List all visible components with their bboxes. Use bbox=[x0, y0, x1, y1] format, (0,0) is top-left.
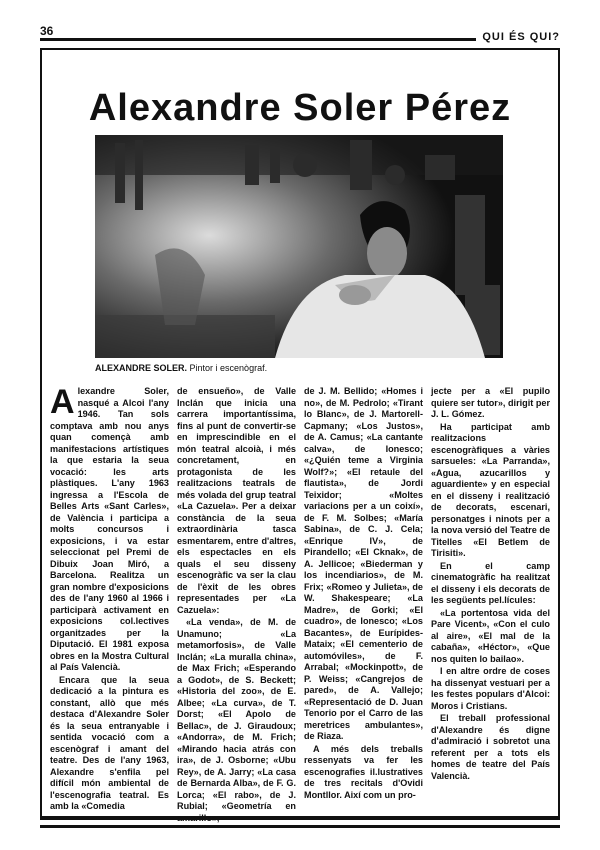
paragraph: I en altre ordre de coses ha dissenyat vestuari per a les festes populars d'Alcoi: Moros i Cristians. bbox=[431, 666, 550, 711]
paragraph: Encara que la seua dedicació a la pintura es constant, allò que més destaca d'Alexandre Soler és la seua entranyable i sentida vocació com a escenògraf i amant del teatre. Des de l'any 1963, Alexandre s'enfila pel difícil món ambiental de l'escenografia teatral. Es amb la «Comedia bbox=[50, 674, 169, 811]
bottom-rule-thin bbox=[40, 818, 560, 820]
portrait-photo bbox=[95, 135, 503, 358]
paragraph: En el camp cinematogràfic ha realitzat el disseny i els decorats de les següents pel.lícules: bbox=[431, 560, 550, 605]
paragraph: «La venda», de M. de Unamuno; «La metamorfosis», de Valle Inclán; «La muralla china», de Max Frich; «Esperando a Godot», de S. Beckett; «Historia del zoo», de E. Albee; «La curva», de T. Dorst; «El Apolo de Bellac», de J. Giraudoux; «Andorra», de M. Frich; «Mirando hacia atrás con ira», de J. Osborne; «Ubu Rey», de A. Jarry; «La casa de Bernarda Alba», de F. G. Lorca; «El rabo», de J. Rubial; «Geometría en bbox=[177, 617, 296, 811]
section-label: QUI ÉS QUI? bbox=[476, 31, 560, 43]
paragraph: jecte per a «El pupilo quiere ser tutor», dirigit per J. L. Gómez. bbox=[431, 386, 550, 419]
portrait-illustration bbox=[95, 135, 503, 358]
column-2 bbox=[177, 386, 296, 814]
bottom-rule-thick bbox=[40, 825, 560, 828]
paragraph-text: lexandre Soler, nasqué a Alcoi l'any 1946. Tan sols comptava amb nou anys quan començà amb manifestacions artístiques la que estaria la seua vocació: les arts plàstiques. L'any 1963 ingressa a l'Escola de Belles Arts «Sant Carles», de València i participa a molts concursos i exposicions, i va estar seleccionat pel Premi de Dibuix Joan Miró, a Barcelona. Realitza un gran nombre d'exposicions des de l'any 1960 al 1966 i participarà activament en exposicions col.lectives organitzades per la Diputació. El 1981 exposa obres en la Mostra Cultural al País Valencià. bbox=[50, 386, 169, 672]
paragraph: de ensueño», de Valle Inclán que inicia una carrera importantíssima, fins al punt de convertir-se en imprescindible en el món teatral alcoià, i més concretament, en protagonista de les realitzacions teatrals de més volada del grup teatral «La Cazuela». Per a deixar constància de la seua extraordinària tasca esmentarem, entre d'altres, els espectacles en els quals el seu disseny escenogràfic va ser la clau de l'èxit de les obres representades per «La Cazuela»: bbox=[177, 386, 296, 615]
article-body bbox=[50, 383, 550, 814]
article-title: Alexandre Soler Pérez bbox=[88, 87, 512, 129]
paragraph: de J. M. Bellido; «Homes i no», de M. Pedrolo; «Tirant lo Blanc», de J. Martorell-Capmany; «Los Justos», de A. Camus; «La cantante calva», de Ionesco; «¿Quién teme a Virginia Wolf?»; «El retaule del flautista», de Jordi Teixidor; «Moltes variacions per a un coixí», de F. M. Solbes; «María Sabina», de C. J. Cela; «Enrique IV», de Pirandello; «El Cknak», de A. Jellicoe; «Biederman y los incendiarios», de M. Frix; «Romeo y Julieta», de W. Shakespeare; «La Madre», de Gorki; «El cuadro», de Ionesco; «Los Bacantes», de Eurípides-Mataix; «El cementerio de automóviles», de F. Arrabal; «Mockinpott», de P. Weiss; «Cangrejos de pared», de A. Vallejo; «Representació de D. Juan Tenorio por el Carro de las meretrices ambulantes», de Riaza. bbox=[304, 386, 423, 741]
paragraph bbox=[50, 383, 169, 674]
column-1 bbox=[50, 383, 169, 814]
caption-text: Pintor i escenògraf. bbox=[189, 363, 268, 373]
paragraph: Ha participat amb realitzacions escenogràfiques a vàries sarsueles: «La Parranda», «Agua, azucarillos y aguardiente» y en especial en el disseny i realització de decorats, escenari, personatges i ninots per a la nova versió del Teatre de Titelles «El Betlem de Tirisiti». bbox=[431, 421, 550, 558]
paragraph: A més dels treballs ressenyats va fer les escenografies il.lustratives de tres recitals d'Ovidi Montllor. Així com un pro- bbox=[304, 743, 423, 800]
drop-cap: A bbox=[50, 383, 75, 421]
page-number: 36 bbox=[40, 24, 54, 38]
paragraph: El treball professional d'Alexandre és digne d'admiració i sobretot una referent per a tots els homes de teatre del País Valencià. bbox=[431, 713, 550, 781]
section-heading bbox=[40, 31, 560, 43]
caption-name: ALEXANDRE SOLER. bbox=[95, 363, 188, 373]
column-4 bbox=[431, 386, 550, 814]
photo-caption bbox=[95, 363, 267, 373]
paragraph: «La portentosa vida del Pare Vicent», «Con el culo al aire», «El mal de la cabaña», «Héctor», «Que nos quiten lo bailao». bbox=[431, 607, 550, 664]
column-3 bbox=[304, 386, 423, 814]
